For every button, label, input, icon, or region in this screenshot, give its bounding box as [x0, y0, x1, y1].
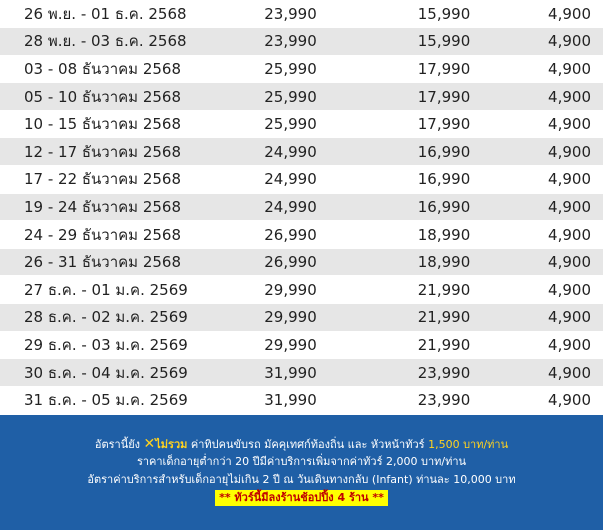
- child-price-cell: 23,990: [365, 386, 515, 414]
- shopping-notice-badge: ** ทัวร์นี้มีลงร้านช้อปปิ้ง 4 ร้าน **: [215, 490, 388, 506]
- single-room-cell: 4,900: [515, 331, 603, 359]
- single-room-cell: 4,900: [515, 193, 603, 221]
- travel-date-cell: 12 - 17 ธันวาคม 2568: [0, 138, 198, 166]
- adult-price-cell: 24,990: [198, 166, 365, 194]
- adult-price-cell: 25,990: [198, 83, 365, 111]
- child-price-cell: 21,990: [365, 276, 515, 304]
- child-price-cell: 15,990: [365, 0, 515, 28]
- child-price-cell: 15,990: [365, 28, 515, 56]
- table-row: [0, 276, 603, 304]
- single-room-cell: 4,900: [515, 359, 603, 387]
- table-row: [0, 0, 603, 28]
- single-room-cell: 4,900: [515, 221, 603, 249]
- adult-price-cell: 23,990: [198, 28, 365, 56]
- travel-date-cell: 24 - 29 ธันวาคม 2568: [0, 221, 198, 249]
- adult-price-cell: 29,990: [198, 331, 365, 359]
- tip-price: 1,500 บาท/ท่าน: [428, 438, 509, 451]
- adult-price-cell: 31,990: [198, 386, 365, 414]
- single-room-cell: 4,900: [515, 248, 603, 276]
- child-price-cell: 21,990: [365, 331, 515, 359]
- adult-price-cell: 23,990: [198, 0, 365, 28]
- travel-date-cell: 29 ธ.ค. - 03 ม.ค. 2569: [0, 331, 198, 359]
- single-room-cell: 4,900: [515, 0, 603, 28]
- child-price-note: ราคาเด็กอายุต่ำกว่า 20 ปีมีค่าบริการเพิ่มจากค่าทัวร์ 2,000 บาท/ท่าน: [136, 455, 467, 468]
- single-room-cell: 4,900: [515, 28, 603, 56]
- child-price-cell: 17,990: [365, 110, 515, 138]
- tip-note-text: ค่าทิปคนขับรถ มัคคุเทศก์ท้องถิ่น และ หัวหน้าทัวร์: [187, 438, 429, 451]
- single-room-cell: 4,900: [515, 138, 603, 166]
- table-row: [0, 28, 603, 56]
- travel-date-cell: 10 - 15 ธันวาคม 2568: [0, 110, 198, 138]
- adult-price-cell: 24,990: [198, 138, 365, 166]
- adult-price-cell: 31,990: [198, 359, 365, 387]
- travel-date-cell: 19 - 24 ธันวาคม 2568: [0, 193, 198, 221]
- child-price-cell: 23,990: [365, 359, 515, 387]
- tip-note-prefix: อัตรานี้ยัง: [94, 438, 141, 451]
- travel-date-cell: 17 - 22 ธันวาคม 2568: [0, 166, 198, 194]
- adult-price-cell: 25,990: [198, 55, 365, 83]
- table-row: [0, 386, 603, 414]
- single-room-cell: 4,900: [515, 83, 603, 111]
- table-row: [0, 55, 603, 83]
- travel-date-cell: 28 พ.ย. - 03 ธ.ค. 2568: [0, 28, 198, 56]
- adult-price-cell: 26,990: [198, 248, 365, 276]
- table-row: [0, 138, 603, 166]
- child-price-cell: 16,990: [365, 138, 515, 166]
- adult-price-cell: 29,990: [198, 304, 365, 332]
- table-row: [0, 110, 603, 138]
- tip-note: [0, 435, 603, 453]
- table-row: [0, 304, 603, 332]
- single-room-cell: 4,900: [515, 386, 603, 414]
- conditions-footer: [0, 415, 603, 530]
- travel-date-cell: 26 พ.ย. - 01 ธ.ค. 2568: [0, 0, 198, 28]
- child-price-cell: 18,990: [365, 221, 515, 249]
- single-room-cell: 4,900: [515, 110, 603, 138]
- travel-date-cell: 27 ธ.ค. - 01 ม.ค. 2569: [0, 276, 198, 304]
- infant-price-note: อัตราค่าบริการสำหรับเด็กอายุไม่เกิน 2 ปี ณ วันเดินทางกลับ (Infant) ท่านละ 10,000 บาท: [87, 473, 516, 486]
- travel-date-cell: 26 - 31 ธันวาคม 2568: [0, 248, 198, 276]
- travel-date-cell: 03 - 08 ธันวาคม 2568: [0, 55, 198, 83]
- adult-price-cell: 29,990: [198, 276, 365, 304]
- travel-date-cell: 30 ธ.ค. - 04 ม.ค. 2569: [0, 359, 198, 387]
- table-row: [0, 221, 603, 249]
- child-price-cell: 17,990: [365, 55, 515, 83]
- adult-price-cell: 24,990: [198, 193, 365, 221]
- single-room-cell: 4,900: [515, 55, 603, 83]
- travel-date-cell: 28 ธ.ค. - 02 ม.ค. 2569: [0, 304, 198, 332]
- child-price-cell: 21,990: [365, 304, 515, 332]
- adult-price-cell: 25,990: [198, 110, 365, 138]
- table-row: [0, 331, 603, 359]
- single-room-cell: 4,900: [515, 276, 603, 304]
- table-row: [0, 359, 603, 387]
- child-price-cell: 16,990: [365, 193, 515, 221]
- travel-date-cell: 31 ธ.ค. - 05 ม.ค. 2569: [0, 386, 198, 414]
- child-price-cell: 18,990: [365, 248, 515, 276]
- single-room-cell: 4,900: [515, 304, 603, 332]
- child-price-cell: 17,990: [365, 83, 515, 111]
- travel-date-cell: 05 - 10 ธันวาคม 2568: [0, 83, 198, 111]
- child-price-cell: 16,990: [365, 166, 515, 194]
- table-row: [0, 83, 603, 111]
- table-row: [0, 166, 603, 194]
- table-row: [0, 248, 603, 276]
- table-row: [0, 193, 603, 221]
- close-icon: ✕: [143, 436, 156, 452]
- not-included-label: ไม่รวม: [155, 438, 188, 451]
- adult-price-cell: 26,990: [198, 221, 365, 249]
- single-room-cell: 4,900: [515, 166, 603, 194]
